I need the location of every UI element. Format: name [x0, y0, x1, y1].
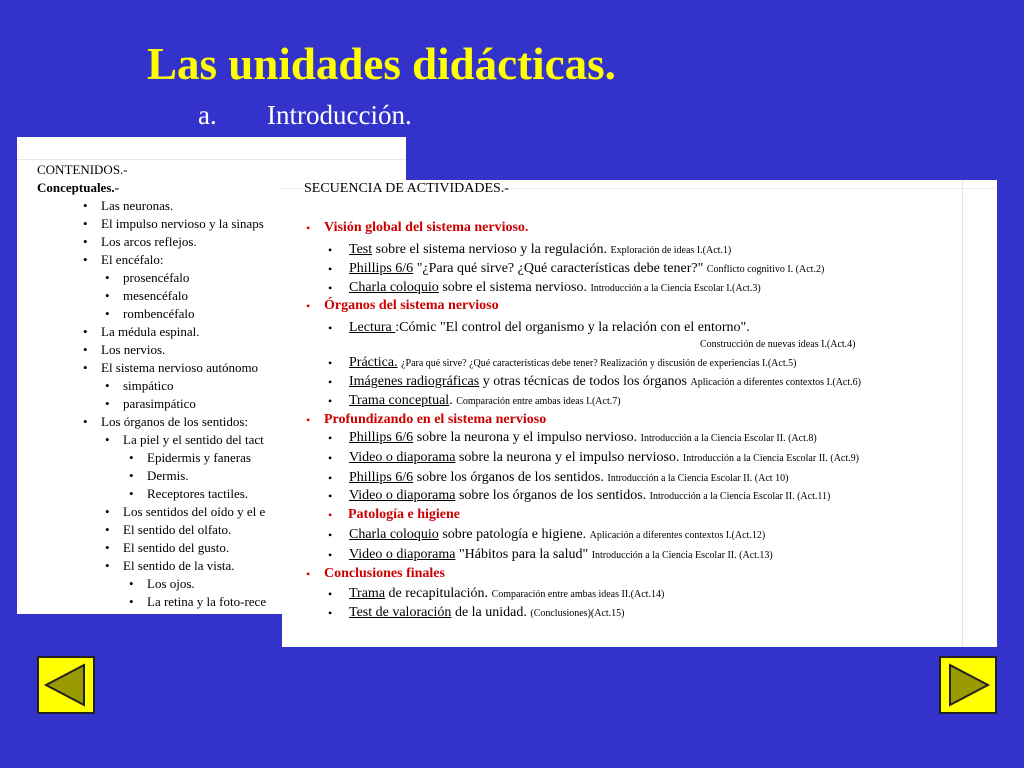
- activity-link[interactable]: Phillips 6/6: [349, 261, 414, 276]
- section-bullet-icon: •: [306, 567, 311, 581]
- bullet-icon: •: [105, 396, 110, 411]
- activity-phase: Aplicación a diferentes contextos I.(Act.6): [690, 377, 861, 388]
- contenidos-heading: CONTENIDOS.-: [37, 162, 128, 177]
- panel-rule-vertical: [962, 180, 963, 647]
- bullet-icon: •: [328, 528, 333, 542]
- activity-item: [349, 280, 761, 296]
- activity-item: [349, 527, 765, 543]
- bullet-icon: •: [328, 356, 333, 370]
- activity-item: [349, 547, 773, 563]
- contenidos-item-text: Los arcos reflejos.: [101, 234, 197, 249]
- activity-description: sobre patología e higiene.: [438, 527, 590, 542]
- secuencia-panel: [282, 180, 997, 647]
- section-bullet-icon: •: [328, 508, 333, 522]
- next-slide-button[interactable]: [939, 656, 997, 714]
- triangle-left-icon: [39, 658, 93, 712]
- bullet-icon: •: [328, 321, 333, 335]
- activity-item: [349, 586, 664, 602]
- activity-link[interactable]: Charla coloquio: [349, 280, 439, 295]
- section-title: Patología e higiene: [348, 507, 460, 522]
- activity-description: sobre el sistema nervioso y la regulación.: [372, 242, 611, 257]
- bullet-icon: •: [105, 288, 110, 303]
- bullet-icon: •: [83, 252, 88, 267]
- bullet-icon: •: [129, 576, 134, 591]
- activity-note: Construcción de nuevas ideas I.(Act.4): [700, 339, 856, 350]
- activity-link[interactable]: Imágenes radiográficas: [349, 374, 480, 389]
- activity-link[interactable]: Trama: [349, 586, 386, 601]
- bullet-icon: •: [129, 468, 134, 483]
- activity-link[interactable]: Charla coloquio: [349, 527, 439, 542]
- contenidos-item-text: Los nervios.: [101, 342, 166, 357]
- activity-link[interactable]: Lectura: [349, 320, 396, 335]
- secuencia-heading: SECUENCIA DE ACTIVIDADES.-: [304, 181, 509, 196]
- activity-description: .: [449, 393, 457, 408]
- activity-description: sobre la neurona y el impulso nervioso.: [455, 450, 683, 465]
- contenidos-item-text: Los ojos.: [147, 576, 195, 591]
- activity-phase: (Conclusiones)(Act.15): [530, 608, 625, 619]
- activity-phase: ¿Para qué sirve? ¿Qué características debe tener? Realización y discusión de experiencias I.(Act.5): [401, 358, 797, 369]
- activity-phase: Introducción a la Ciencia Escolar II. (Act.11): [649, 491, 831, 502]
- bullet-icon: •: [328, 451, 333, 465]
- contenidos-item-text: El sistema nervioso autónomo: [101, 360, 259, 375]
- bullet-icon: •: [105, 522, 110, 537]
- bullet-icon: •: [328, 243, 333, 257]
- slide-title: Las unidades didácticas.: [147, 39, 616, 89]
- bullet-icon: •: [328, 548, 333, 562]
- activity-link[interactable]: Trama conceptual: [349, 393, 450, 408]
- bullet-icon: •: [328, 471, 333, 485]
- activity-item: [349, 488, 830, 504]
- bullet-icon: •: [83, 342, 88, 357]
- bullet-icon: •: [105, 504, 110, 519]
- section-bullet-icon: •: [306, 221, 311, 235]
- activity-phase: Conflicto cognitivo I. (Act.2): [706, 264, 825, 275]
- activity-phase: Exploración de ideas I.(Act.1): [610, 245, 732, 256]
- contenidos-item-text: El sentido del olfato.: [123, 522, 232, 537]
- contenidos-item-text: prosencéfalo: [123, 270, 190, 285]
- activity-description: "¿Para qué sirve? ¿Qué características debe tener?": [413, 261, 707, 276]
- contenidos-item-text: Las neuronas.: [101, 198, 174, 213]
- section-title: Órganos del sistema nervioso: [324, 298, 499, 313]
- activity-description: de recapitulación.: [385, 586, 492, 601]
- bullet-icon: •: [129, 450, 134, 465]
- activity-link[interactable]: Test: [349, 242, 373, 257]
- activity-item: [349, 261, 824, 277]
- bullet-icon: •: [83, 324, 88, 339]
- bullet-icon: •: [105, 306, 110, 321]
- activity-item: [349, 430, 817, 446]
- section-bullet-icon: •: [306, 299, 311, 313]
- activity-link[interactable]: Phillips 6/6: [349, 470, 414, 485]
- activity-phase: Introducción a la Ciencia Escolar II. (Act.9): [682, 453, 859, 464]
- activity-item: [349, 355, 796, 371]
- bullet-icon: •: [129, 594, 134, 609]
- bullet-icon: •: [83, 216, 88, 231]
- activity-link[interactable]: Video o diaporama: [349, 488, 456, 503]
- bullet-icon: •: [328, 587, 333, 601]
- activity-phase: Aplicación a diferentes contextos I.(Act.12): [589, 530, 766, 541]
- section-title: Conclusiones finales: [324, 566, 445, 581]
- activity-link[interactable]: Test de valoración: [349, 605, 452, 620]
- contenidos-item-text: parasimpático: [123, 396, 196, 411]
- contenidos-item-text: La retina y la foto-rece: [147, 594, 267, 609]
- triangle-right-icon: [941, 658, 995, 712]
- activity-description: sobre los órganos de los sentidos.: [455, 488, 650, 503]
- activity-item: [349, 242, 731, 258]
- activity-phase: Introducción a la Ciencia Escolar II. (Act 10): [607, 473, 789, 484]
- bullet-icon: •: [105, 378, 110, 393]
- activity-description: "Hábitos para la salud": [455, 547, 592, 562]
- bullet-icon: •: [328, 262, 333, 276]
- contenidos-item-text: El sentido de la vista.: [123, 558, 235, 573]
- contenidos-item-text: mesencéfalo: [123, 288, 188, 303]
- bullet-icon: •: [83, 414, 88, 429]
- activity-link[interactable]: Video o diaporama: [349, 450, 456, 465]
- contenidos-item-text: Dermis.: [147, 468, 189, 483]
- bullet-icon: •: [105, 270, 110, 285]
- contenidos-item-text: Epidermis y faneras: [147, 450, 251, 465]
- contenidos-item-text: La piel y el sentido del tact: [123, 432, 264, 447]
- bullet-icon: •: [105, 540, 110, 555]
- bullet-icon: •: [83, 360, 88, 375]
- previous-slide-button[interactable]: [37, 656, 95, 714]
- activity-item: [349, 320, 750, 336]
- activity-item: [349, 393, 621, 409]
- bullet-icon: •: [105, 558, 110, 573]
- bullet-icon: •: [105, 432, 110, 447]
- contenidos-item-text: El impulso nervioso y la sinaps: [101, 216, 264, 231]
- activity-description: y otras técnicas de todos los órganos: [479, 374, 691, 389]
- activity-phase: Introducción a la Ciencia Escolar II. (Act.13): [591, 550, 773, 561]
- bullet-icon: •: [328, 606, 333, 620]
- bullet-icon: •: [328, 281, 333, 295]
- activity-phase: Comparación entre ambas ideas II.(Act.14): [491, 589, 665, 600]
- contenidos-item-text: La médula espinal.: [101, 324, 200, 339]
- bullet-icon: •: [328, 431, 333, 445]
- activity-description: sobre los órganos de los sentidos.: [413, 470, 608, 485]
- activity-item: [349, 374, 861, 390]
- bullet-icon: •: [328, 394, 333, 408]
- activity-item: [349, 605, 625, 621]
- activity-item: [349, 450, 859, 466]
- contenidos-item-text: El sentido del gusto.: [123, 540, 230, 555]
- activity-description: de la unidad.: [451, 605, 531, 620]
- activity-link[interactable]: Video o diaporama: [349, 547, 456, 562]
- activity-description: sobre el sistema nervioso.: [438, 280, 591, 295]
- contenidos-item-text: Los sentidos del oído y el e: [123, 504, 266, 519]
- slide-subtitle: [198, 99, 412, 131]
- contenidos-item-text: Receptores tactiles.: [147, 486, 249, 501]
- activity-description: :Cómic "El control del organismo y la relación con el entorno".: [395, 320, 750, 335]
- subtitle-marker: a.: [198, 100, 217, 130]
- activity-phase: Introducción a la Ciencia Escolar II. (Act.8): [640, 433, 817, 444]
- contenidos-subheading: Conceptuales.-: [37, 180, 119, 195]
- contenidos-item-text: Los órganos de los sentidos:: [101, 414, 249, 429]
- activity-phase: Introducción a la Ciencia Escolar I.(Act.3): [590, 283, 761, 294]
- bullet-icon: •: [129, 486, 134, 501]
- section-title: Profundizando en el sistema nervioso: [324, 412, 547, 427]
- activity-link[interactable]: Phillips 6/6: [349, 430, 414, 445]
- contenidos-item-text: simpático: [123, 378, 174, 393]
- bullet-icon: •: [83, 198, 88, 213]
- activity-link[interactable]: Práctica.: [349, 355, 398, 370]
- subtitle-text: Introducción.: [267, 100, 412, 130]
- bullet-icon: •: [328, 489, 333, 503]
- section-bullet-icon: •: [306, 413, 311, 427]
- activity-item: [349, 470, 788, 486]
- bullet-icon: •: [328, 375, 333, 389]
- contenidos-item-text: rombencéfalo: [123, 306, 195, 321]
- activity-description: sobre la neurona y el impulso nervioso.: [413, 430, 641, 445]
- panel-rule: [17, 159, 406, 160]
- bullet-icon: •: [83, 234, 88, 249]
- contenidos-item-text: El encéfalo:: [101, 252, 164, 267]
- section-title: Visión global del sistema nervioso.: [324, 220, 529, 235]
- activity-phase: Comparación entre ambas ideas I.(Act.7): [456, 396, 621, 407]
